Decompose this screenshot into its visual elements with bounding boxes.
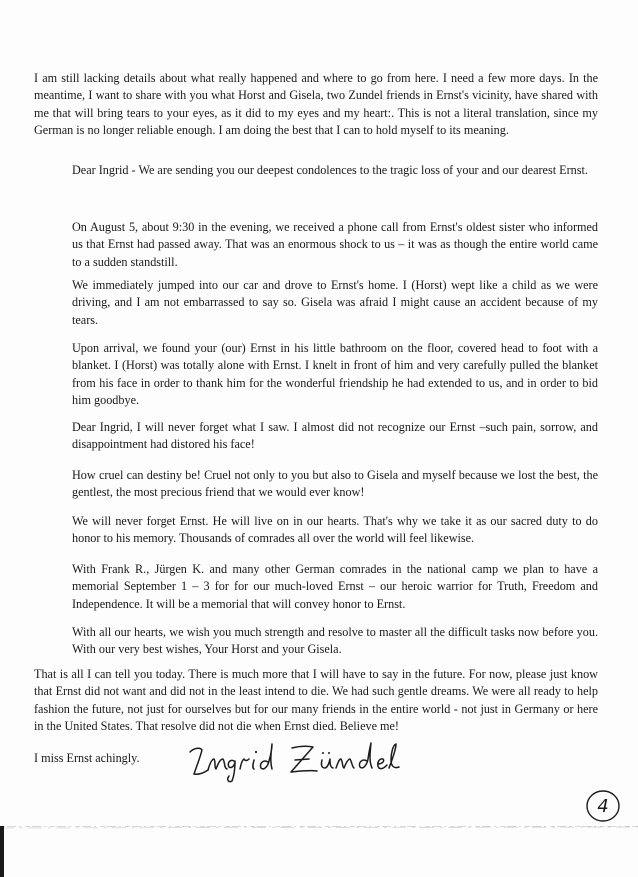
letter-paragraph-wishes: With all our hearts, we wish you much strength and resolve to master all the difficult tasks now before you. With our very best wishes, Your Horst and your Gisela. bbox=[72, 625, 598, 657]
scan-edge-artifact bbox=[0, 826, 638, 877]
letter-paragraph-never-forget: Dear Ingrid, I will never forget what I saw. I almost did not recognize our Ernst –such pain, sorrow, and disappointment had distored his face! bbox=[72, 420, 598, 452]
letter-paragraph-memory: We will never forget Ernst. He will live on in our hearts. That's why we take it as our sacred duty to do honor to his memory. Thousands of comrades all over the world will feel likewise. bbox=[72, 514, 598, 546]
page-number-mark bbox=[583, 786, 623, 826]
letter-paragraph-drive: We immediately jumped into our car and drove to Ernst's home. I (Horst) wept like a child as we were driving, and I am not embarrassed to say so. Gisela was afraid I might cause an accident because of my tears. bbox=[72, 278, 598, 327]
letter-paragraph-memorial: With Frank R., Jürgen K. and many other German comrades in the national camp we plan to have a memorial September 1 – 3 for for our much-loved Ernst – our heroic warrior for Truth, Freedom and Independence. It will be a memorial that will convey honor to Ernst. bbox=[72, 562, 598, 611]
letter-paragraph-arrival: Upon arrival, we found your (our) Ernst in his little bathroom on the floor, covered head to foot with a blanket. I (Horst) was totally alone with Ernst. I knelt in front of him and very carefully pulled the blanket from his face in order to thank him for the wonderful friendship he had extended to us, and in order to bid him goodbye. bbox=[72, 341, 598, 408]
letter-paragraph-cruel-destiny: How cruel can destiny be! Cruel not only to you but also to Gisela and myself because we lost the best, the gentlest, the most precious friend that we would ever know! bbox=[72, 468, 598, 500]
intro-paragraph: I am still lacking details about what really happened and where to go from here. I need a few more days. In the meantime, I want to share with you what Horst and Gisela, two Zundel friends in Ernst's vicinity, have shared with me that will bring tears to your eyes, as it did to my eyes and my heart:. This is not a literal translation, since my German is no longer reliable enough. I am doing the best that I can to hold myself to its meaning. bbox=[34, 71, 598, 138]
closing-line: I miss Ernst achingly. bbox=[34, 751, 140, 765]
handwritten-signature bbox=[186, 738, 436, 784]
outro-paragraph: That is all I can tell you today. There is much more that I will have to say in the future. For now, please just know that Ernst did not want and did not in the least intend to die. We had such gentle dreams. We were all ready to help fashion the future, not just for ourselves but for our many friends in the entire world - not just in Germany or here in the United States. That resolve did not die when Ernst died. Believe me! bbox=[34, 667, 598, 734]
letter-greeting-paragraph: Dear Ingrid - We are sending you our deepest condolences to the tragic loss of your and our dearest Ernst. bbox=[72, 163, 588, 177]
page-number-text: 4 bbox=[597, 796, 609, 817]
letter-paragraph-phone-call: On August 5, about 9:30 in the evening, we received a phone call from Ernst's oldest sister who informed us that Ernst had passed away. That was an enormous shock to us – it was as though the entire world came to a sudden standstill. bbox=[72, 220, 598, 269]
